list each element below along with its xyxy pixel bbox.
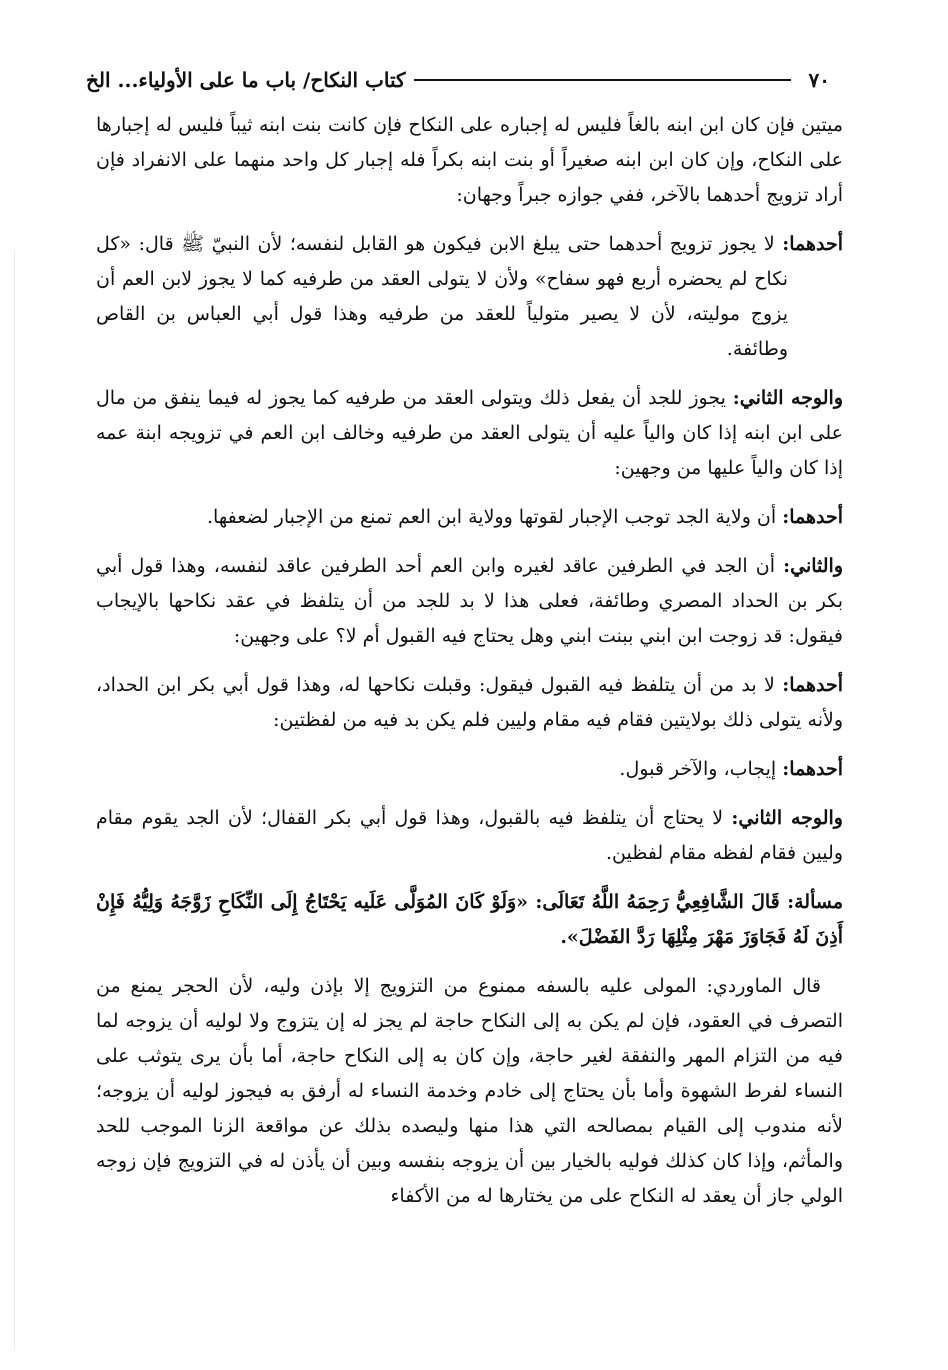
paragraph-text: لا يجوز تزويج أحدهما حتى يبلغ الابن فيكون هو القابل لنفسه؛ لأن النبيّ ﷺ قال: «كل نكاح لم يحضره أربع فهو سفاح» ولأن لا يتولى العقد من طرفيه كما لا يجوز لابن العم أن يزوج موليته، لأن لا يصير متولياً للعقد من طرفيه وهذا قول أبي العباس بن القاص وطائفة. (96, 233, 788, 360)
paragraph-second-difference (96, 549, 843, 654)
paragraph-lead: أحدهما: (782, 758, 843, 780)
paragraph-acceptance-first (96, 668, 843, 738)
paragraph-lead: والثاني: (783, 555, 843, 577)
paragraph-text: ميتين فإن كان ابن ابنه بالغاً فليس له إجباره على النكاح فإن كانت بنت ابنه ثيباً فليس له إجبارها على النكاح، وإن كان ابن ابنه صغيراً أو بنت ابنه بكراً فله إجبار كل واحد منهما على الانفراد فإن أراد تزويج أحدهما بالآخر، ففي جوازه جبراً وجهان: (96, 114, 843, 206)
paragraph-text: إيجاب، والآخر قبول. (619, 758, 783, 780)
paragraph-text: يجوز للجد أن يفعل ذلك ويتولى العقد من طرفيه كما يجوز له فيما ينفق من مال على ابن ابنه إذا كان والياً عليه أن يتولى العقد من طرفيه وخالف ابن العم في تزويجه ابنة عمه إذا كان والياً عليها من وجهين: (96, 387, 843, 479)
page-body (96, 108, 843, 1228)
running-header (86, 62, 830, 98)
paragraph-two-words (96, 752, 843, 787)
paragraph-lead: والوجه الثاني: (731, 807, 843, 829)
paragraph-first-difference (96, 500, 843, 535)
paragraph-first-view (96, 227, 843, 367)
paragraph-second-view (96, 381, 843, 486)
paragraph-lead: مسألة: (787, 891, 843, 913)
paragraph-mawardi (96, 969, 843, 1214)
paragraph-text: لا بد من أن يتلفظ فيه القبول فيقول: وقبلت نكاحها له، وهذا قول أبي بكر ابن الحداد، ولأنه يتولى ذلك بولايتين فقام فيه مقام وليين فلم يكن بد فيه من لفظتين: (96, 674, 843, 731)
paragraph-lead: أحدهما: (782, 233, 843, 255)
paragraph-text: قَالَ الشَّافِعِيُّ رَحِمَهُ اللَّهُ تَعَالَى: «وَلَوْ كَانَ المُوَلَّى عَلَيه يَحْتَاجُ إِلَى النِّكَاحِ زَوَّجَهُ وَلِيُّهُ فَإِنْ أَذِنَ لَهُ فَجَاوَزَ مَهْرَ مِثْلِهَا رَدَّ الفَضْلَ». (96, 891, 843, 948)
header-rule (414, 79, 791, 81)
paragraph-text: أن الجد في الطرفين عاقد لغيره وابن العم أحد الطرفين عاقد لنفسه، وهذا قول أبي بكر بن الحداد المصري وطائفة، فعلى هذا لا بد للجد من أن يتلفظ في عقد نكاحها بالإيجاب فيقول: قد زوجت ابن ابني ببنت ابني وهل يحتاج فيه القبول أم لا؟ على وجهين: (96, 555, 843, 647)
paragraph-acceptance-second (96, 801, 843, 871)
paragraph-text: لا يحتاج أن يتلفظ فيه بالقبول، وهذا قول أبي بكر القفال؛ لأن الجد يقوم مقام وليين فقام لفظه مقام لفظين. (96, 807, 843, 864)
paragraph-masala (96, 885, 843, 955)
paragraph-text: أن ولاية الجد توجب الإجبار لقوتها وولاية ابن العم تمنع من الإجبار لضعفها. (207, 506, 783, 528)
scan-margin-line (14, 250, 15, 1350)
paragraph-lead: أحدهما: (782, 674, 843, 696)
paragraph-intro (96, 108, 843, 213)
paragraph-lead: والوجه الثاني: (732, 387, 843, 409)
header-title: كتاب النكاح/ باب ما على الأولياء... الخ (86, 68, 406, 92)
paragraph-text: قال الماوردي: المولى عليه بالسفه ممنوع من التزويج إلا بإذن وليه، لأن الحجر يمنع من التصرف في العقود، فإن لم يكن به إلى النكاح حاجة لم يجز له إن يتزوج ولا لوليه أن يزوجه لما فيه من التزام المهر والنفقة لغير حاجة، وإن كان به إلى النكاح حاجة، أما بأن يرى يتوثب على النساء لفرط الشهوة وأما بأن يحتاج إلى خادم وخدمة النساء له أرفق به فيجوز لوليه أن يزوجه؛ لأنه مندوب إلى القيام بمصالحه التي هذا منها وليصده بذلك عن مواقعة الزنا الموجب للحد والمأثم، وإذا كان كذلك فوليه بالخيار بين أن يزوجه بنفسه وبين أن يأذن له في التزويج فإن زوجه الولي جاز أن يعقد له النكاح على من يختارها له من الأكفاء (96, 975, 843, 1207)
page-number: ٧٠ (808, 68, 830, 92)
paragraph-lead: أحدهما: (782, 506, 843, 528)
